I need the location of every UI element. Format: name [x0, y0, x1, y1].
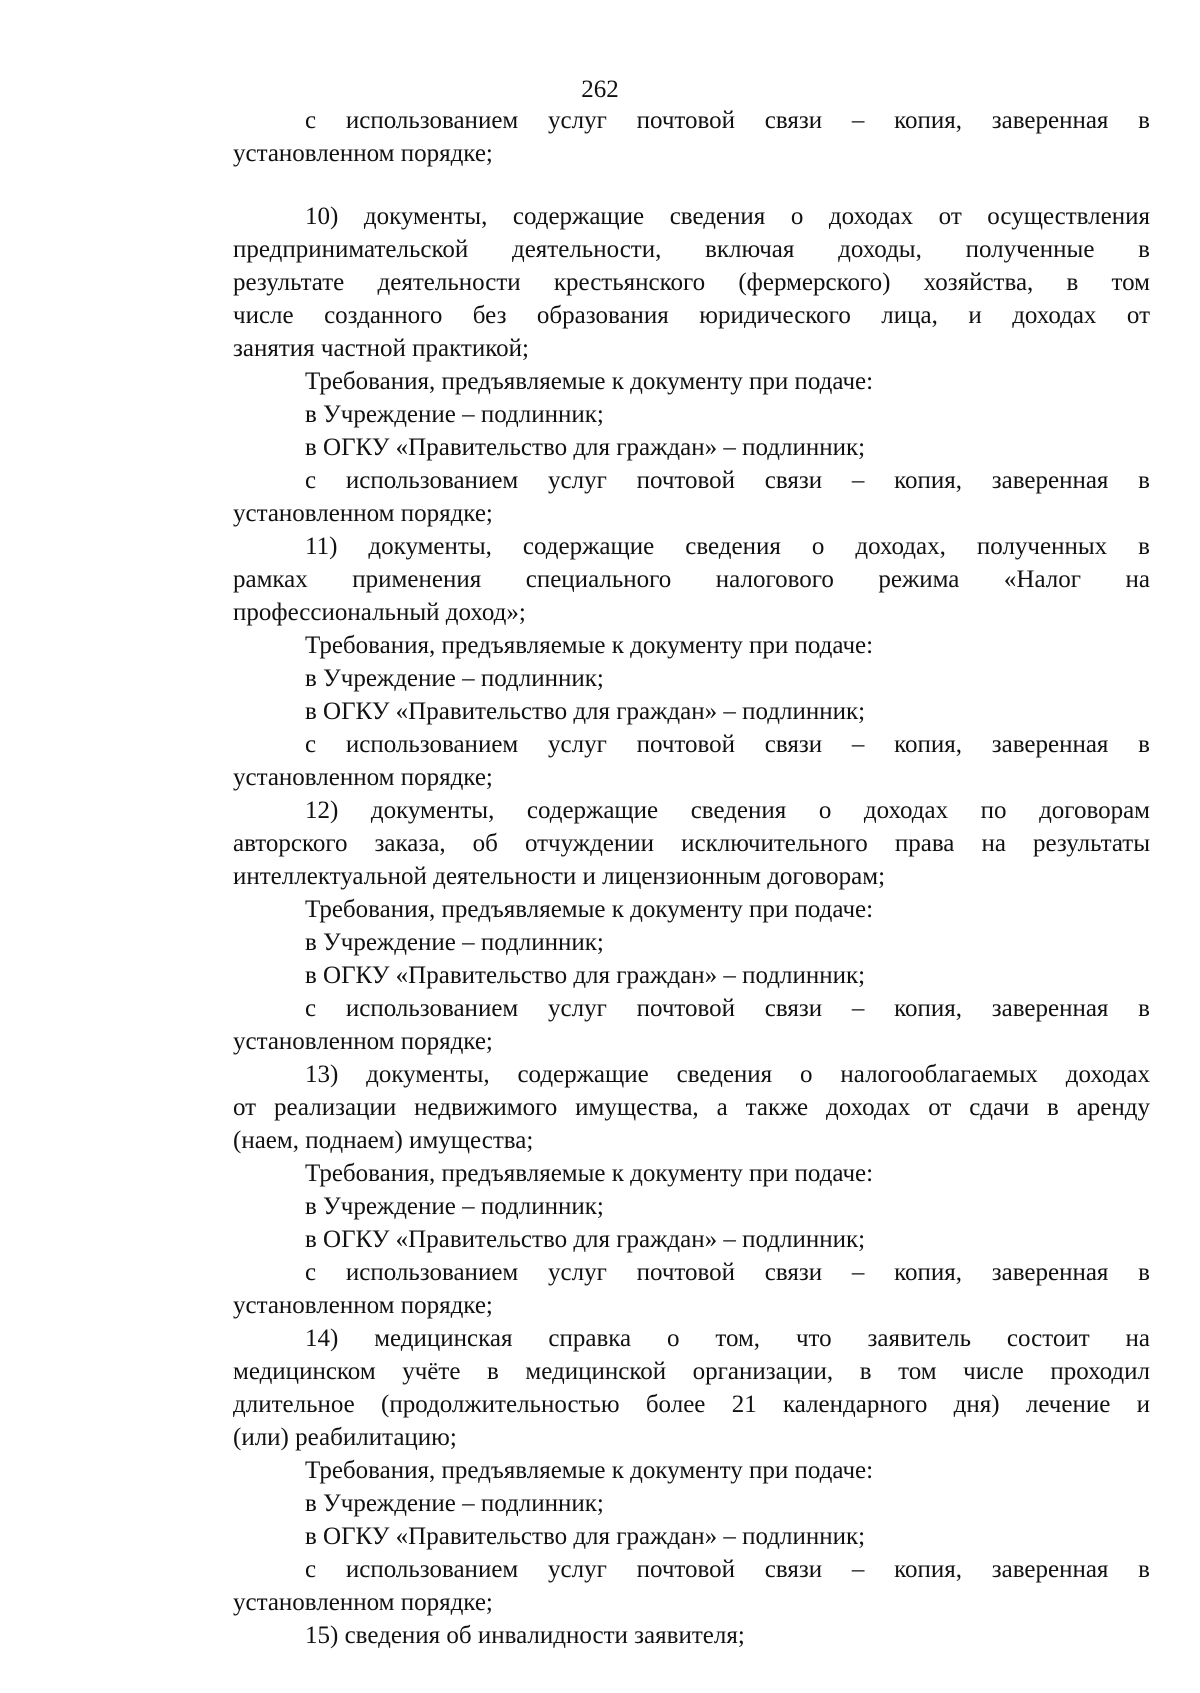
page-number: 262	[581, 76, 619, 103]
text-line: установленном порядке;	[233, 1589, 493, 1616]
text-line: в Учреждение – подлинник;	[305, 929, 604, 956]
text-line: результате деятельности крестьянского (фермерского) хозяйства, в том	[233, 269, 1150, 296]
text-line: 13) документы, содержащие сведения о налогооблагаемых доходах	[305, 1061, 1150, 1088]
text-line: в Учреждение – подлинник;	[305, 1490, 604, 1517]
text-line: с использованием услуг почтовой связи – копия, заверенная в	[305, 1259, 1150, 1286]
text-line: занятия частной практикой;	[233, 335, 529, 362]
text-line: числе созданного без образования юридического лица, и доходах от	[233, 302, 1150, 329]
text-line: в ОГКУ «Правительство для граждан» – подлинник;	[305, 698, 866, 725]
text-line: с использованием услуг почтовой связи – копия, заверенная в	[305, 731, 1150, 758]
text-line: с использованием услуг почтовой связи – копия, заверенная в	[305, 995, 1150, 1022]
text-line: 11) документы, содержащие сведения о доходах, полученных в	[305, 533, 1150, 560]
text-line: 15) сведения об инвалидности заявителя;	[305, 1622, 745, 1649]
text-line: 12) документы, содержащие сведения о доходах по договорам	[305, 797, 1150, 824]
text-line: установленном порядке;	[233, 140, 493, 167]
text-line: с использованием услуг почтовой связи – копия, заверенная в	[305, 1556, 1150, 1583]
text-line: длительное (продолжительностью более 21 календарного дня) лечение и	[233, 1391, 1150, 1418]
text-line: Требования, предъявляемые к документу при подаче:	[305, 632, 874, 659]
text-line: установленном порядке;	[233, 1292, 493, 1319]
text-line: в ОГКУ «Правительство для граждан» – подлинник;	[305, 1523, 866, 1550]
text-line: медицинском учёте в медицинской организации, в том числе проходил	[233, 1358, 1150, 1385]
text-line: (или) реабилитацию;	[233, 1424, 457, 1451]
text-line: установленном порядке;	[233, 500, 493, 527]
text-line: установленном порядке;	[233, 1028, 493, 1055]
text-line: в Учреждение – подлинник;	[305, 1193, 604, 1220]
text-line: в Учреждение – подлинник;	[305, 665, 604, 692]
text-line: 14) медицинская справка о том, что заявитель состоит на	[305, 1325, 1150, 1352]
text-line: с использованием услуг почтовой связи – копия, заверенная в	[305, 107, 1150, 134]
text-line: Требования, предъявляемые к документу при подаче:	[305, 1160, 874, 1187]
text-line: (наем, поднаем) имущества;	[233, 1127, 534, 1154]
text-line: Требования, предъявляемые к документу при подаче:	[305, 368, 874, 395]
text-line: в ОГКУ «Правительство для граждан» – подлинник;	[305, 434, 866, 461]
text-line: профессиональный доход»;	[233, 599, 526, 626]
text-line: предпринимательской деятельности, включая доходы, полученные в	[233, 236, 1150, 263]
text-line: рамках применения специального налогового режима «Налог на	[233, 566, 1150, 593]
text-line: в Учреждение – подлинник;	[305, 401, 604, 428]
blank-line	[233, 170, 1150, 200]
text-line: с использованием услуг почтовой связи – копия, заверенная в	[305, 467, 1150, 494]
text-line: авторского заказа, об отчуждении исключительного права на результаты	[233, 830, 1150, 857]
text-line: в ОГКУ «Правительство для граждан» – подлинник;	[305, 1226, 866, 1253]
text-line: от реализации недвижимого имущества, а также доходах от сдачи в аренду	[233, 1094, 1150, 1121]
text-line: Требования, предъявляемые к документу при подаче:	[305, 896, 874, 923]
text-line: интеллектуальной деятельности и лицензионным договорам;	[233, 863, 886, 890]
document-body	[233, 104, 1150, 1652]
text-line: в ОГКУ «Правительство для граждан» – подлинник;	[305, 962, 866, 989]
text-line: 10) документы, содержащие сведения о доходах от осуществления	[305, 203, 1150, 230]
text-line: Требования, предъявляемые к документу при подаче:	[305, 1457, 874, 1484]
text-line: установленном порядке;	[233, 764, 493, 791]
